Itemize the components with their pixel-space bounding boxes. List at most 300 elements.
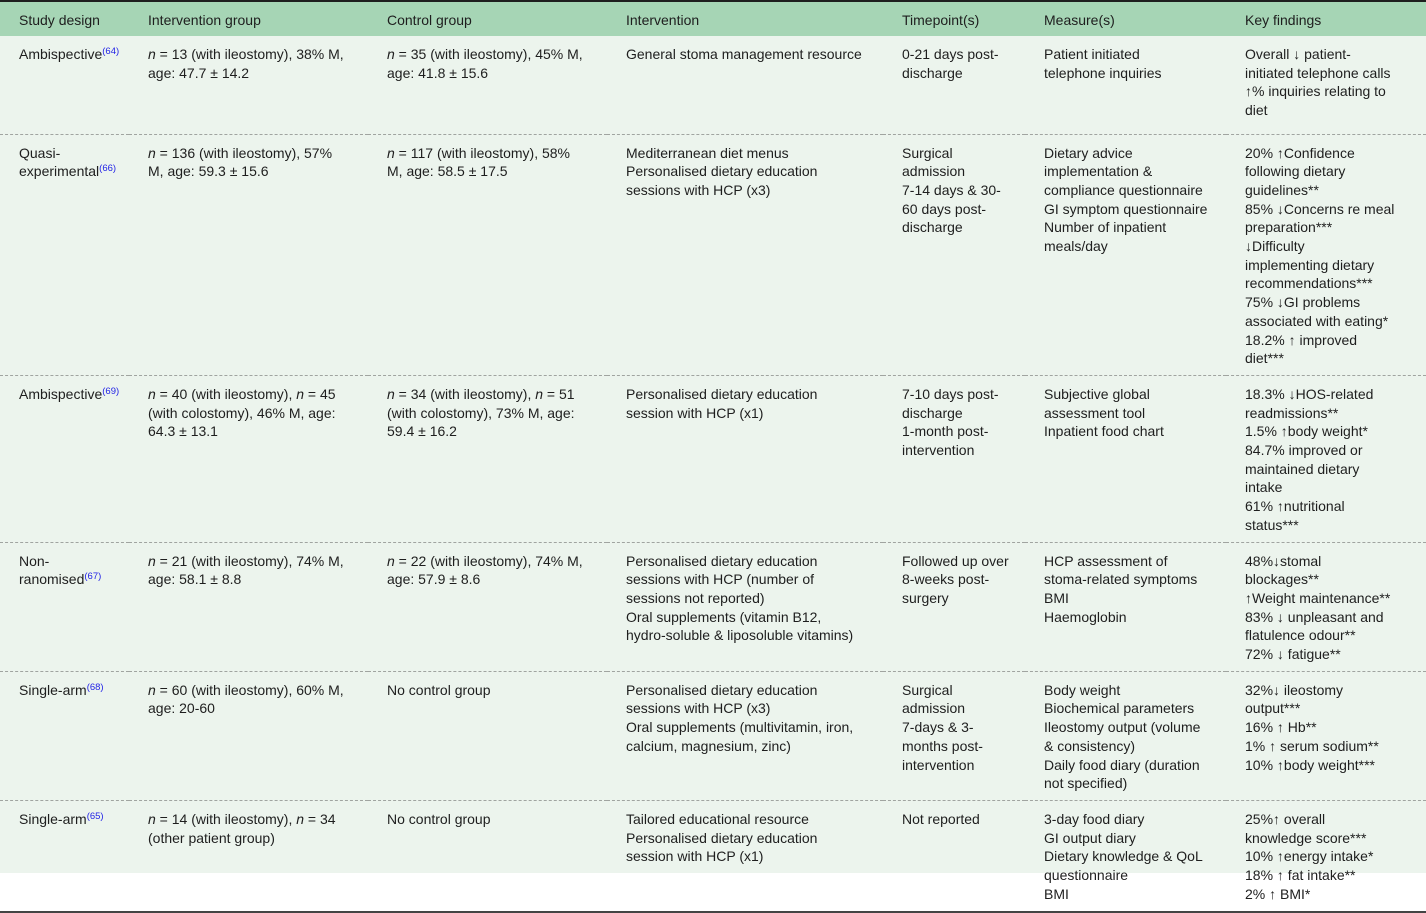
cell-text: Ambispective: [19, 385, 103, 402]
cell-text: 18.2% ↑ improved: [1245, 331, 1358, 348]
cell-timepoints: [883, 375, 1025, 542]
cell-text: following dietary: [1245, 163, 1346, 180]
cell-text: age: 20-60: [148, 700, 215, 717]
cell-line: [1044, 829, 1218, 848]
cell-line: [387, 422, 599, 441]
cell-text: discharge: [902, 404, 963, 421]
cell-text: (with colostomy), 46% M, age:: [148, 404, 336, 421]
table-row: [0, 671, 1426, 800]
cell-line: [1245, 64, 1418, 83]
cell-text: BMI: [1044, 589, 1069, 606]
cell-text: Personalised dietary education: [626, 829, 818, 846]
cell-control-group: [368, 134, 607, 375]
cell-line: [148, 699, 360, 718]
cell-line: [148, 162, 360, 181]
cell-text: 7-days & 3-: [902, 719, 974, 736]
cell-text: Single-arm: [19, 681, 87, 698]
cell-text: 84.7% improved or: [1245, 442, 1363, 459]
cell-line: [1044, 737, 1218, 756]
cell-text: Ileostomy output (volume: [1044, 719, 1201, 736]
cell-line: [626, 404, 875, 423]
cell-text: Subjective global: [1044, 385, 1150, 402]
cell-line: [387, 552, 599, 571]
cell-text: surgery: [902, 589, 949, 606]
cell-line: [626, 829, 875, 848]
cell-text: 16% ↑ Hb**: [1245, 719, 1317, 736]
cell-text: flatulence odour**: [1245, 627, 1356, 644]
cell-text: 20% ↑Confidence: [1245, 144, 1355, 161]
cell-line: [148, 829, 360, 848]
cell-intervention-group: [129, 801, 368, 912]
cell-line: [626, 626, 875, 645]
cell-line: [1245, 218, 1418, 237]
cell-text: associated with eating*: [1245, 312, 1389, 329]
cell-control-group: [368, 801, 607, 912]
cell-text: diet: [1245, 102, 1268, 119]
cell-text: 1.5% ↑body weight*: [1245, 423, 1368, 440]
reference-link[interactable]: (64): [102, 46, 120, 57]
cell-line: [1044, 847, 1218, 866]
cell-intervention: [607, 134, 883, 375]
cell-intervention: [607, 671, 883, 800]
cell-line: [626, 681, 875, 700]
cell-control-group: [368, 36, 607, 134]
cell-text: session with HCP (x1): [626, 848, 764, 865]
cell-text: 25%↑ overall: [1245, 811, 1326, 827]
cell-text: & consistency): [1044, 737, 1136, 754]
cell-line: [902, 45, 1017, 64]
cell-line: [1044, 756, 1218, 775]
cell-line: [902, 681, 1017, 700]
cell-line: [1245, 737, 1418, 756]
cell-line: [902, 737, 1017, 756]
header-control-group: Control group: [368, 1, 607, 36]
cell-line: [1044, 681, 1218, 700]
cell-line: [626, 737, 875, 756]
reference-link[interactable]: (69): [102, 385, 120, 397]
cell-line: [902, 218, 1017, 237]
reference-link[interactable]: (66): [99, 163, 117, 175]
cell-line: [1245, 460, 1418, 479]
cell-control-group: [368, 375, 607, 542]
cell-line: [1044, 200, 1218, 219]
cell-line: [902, 589, 1017, 608]
cell-line: [626, 810, 875, 829]
cell-text: session with HCP (x1): [626, 404, 764, 421]
cell-text: 75% ↓GI problems: [1245, 294, 1361, 311]
cell-line: [626, 385, 875, 404]
cell-measures: [1025, 134, 1226, 375]
cell-line: [1044, 552, 1218, 571]
cell-line: [902, 441, 1017, 460]
cell-text: recommendations***: [1245, 275, 1373, 292]
cell-measures: [1025, 542, 1226, 671]
cell-line: [1245, 404, 1418, 423]
cell-line: [19, 144, 121, 163]
cell-line: [19, 570, 121, 589]
cell-line: [1044, 608, 1218, 627]
cell-intervention-group: [129, 542, 368, 671]
cell-line: [148, 404, 360, 423]
cell-line: [387, 64, 599, 83]
cell-line: [1245, 626, 1418, 645]
cell-line: [1044, 866, 1218, 885]
cell-text: n = 35 (with ileostomy), 45% M,: [387, 46, 583, 62]
cell-text: intervention: [902, 442, 975, 459]
cell-line: [1044, 422, 1218, 441]
cell-study-design: [0, 134, 129, 375]
cell-key-findings: [1226, 375, 1426, 542]
cell-text: ranomised: [19, 571, 85, 588]
cell-text: assessment tool: [1044, 404, 1146, 421]
cell-line: [626, 847, 875, 866]
cell-line: [148, 64, 360, 83]
cell-text: Personalised dietary education: [626, 385, 818, 402]
cell-timepoints: [883, 671, 1025, 800]
cell-intervention: [607, 542, 883, 671]
cell-text: ↓Difficulty: [1245, 238, 1305, 255]
cell-text: Personalised dietary education: [626, 681, 818, 698]
cell-line: [148, 144, 360, 163]
cell-line: [902, 181, 1017, 200]
reference-link[interactable]: (67): [84, 571, 102, 583]
cell-text: months post-: [902, 737, 983, 754]
cell-text: calcium, magnesium, zinc): [626, 737, 791, 754]
cell-text: 3-day food diary: [1044, 811, 1145, 827]
cell-text: hydro-soluble & liposoluble vitamins): [626, 627, 854, 644]
cell-timepoints: [883, 801, 1025, 912]
cell-text: Body weight: [1044, 681, 1121, 698]
cell-line: [387, 810, 599, 829]
cell-line: [626, 162, 875, 181]
cell-text: age: 57.9 ± 8.6: [387, 571, 481, 588]
cell-control-group: [368, 671, 607, 800]
cell-line: [1044, 570, 1218, 589]
cell-line: [902, 422, 1017, 441]
cell-text: Followed up over: [902, 552, 1009, 569]
cell-text: 60 days post-: [902, 200, 987, 217]
cell-line: [148, 570, 360, 589]
cell-line: [626, 608, 875, 627]
cell-line: [387, 404, 599, 423]
cell-text: blockages**: [1245, 571, 1319, 588]
cell-text: (with colostomy), 73% M, age:: [387, 404, 575, 421]
cell-text: age: 41.8 ± 15.6: [387, 64, 489, 81]
cell-line: [1044, 144, 1218, 163]
cell-intervention: [607, 36, 883, 134]
cell-text: 59.4 ± 16.2: [387, 423, 457, 440]
cell-line: [387, 144, 599, 163]
cell-text: not specified): [1044, 775, 1128, 792]
cell-text: 7-14 days & 30-: [902, 181, 1001, 198]
cell-line: [1245, 200, 1418, 219]
cell-key-findings: [1226, 542, 1426, 671]
cell-line: [1245, 589, 1418, 608]
cell-line: [902, 756, 1017, 775]
cell-line: [387, 385, 599, 404]
cell-text: Inpatient food chart: [1044, 423, 1164, 440]
cell-line: [1044, 718, 1218, 737]
cell-text: BMI: [1044, 885, 1069, 902]
cell-text: implementation &: [1044, 163, 1153, 180]
cell-text: n = 21 (with ileostomy), 74% M,: [148, 552, 344, 569]
cell-text: Mediterranean diet menus: [626, 144, 789, 161]
cell-timepoints: [883, 542, 1025, 671]
cell-timepoints: [883, 134, 1025, 375]
cell-line: [902, 718, 1017, 737]
cell-line: [902, 810, 1017, 829]
cell-text: No control group: [387, 811, 491, 827]
cell-line: [387, 570, 599, 589]
cell-text: Non-: [19, 552, 50, 569]
cell-line: [19, 552, 121, 571]
cell-text: Patient initiated: [1044, 46, 1140, 62]
cell-text: GI output diary: [1044, 829, 1136, 846]
cell-study-design: [0, 671, 129, 800]
cell-intervention-group: [129, 36, 368, 134]
cell-line: [1245, 144, 1418, 163]
header-intervention: Intervention: [607, 1, 883, 36]
cell-line: [902, 570, 1017, 589]
cell-text: implementing dietary: [1245, 256, 1375, 273]
cell-line: [902, 200, 1017, 219]
cell-text: experimental: [19, 163, 100, 180]
cell-text: admission: [902, 163, 966, 180]
cell-text: Dietary knowledge & QoL: [1044, 848, 1203, 865]
cell-line: [148, 681, 360, 700]
cell-line: [1245, 810, 1418, 829]
cell-text: age: 47.7 ± 14.2: [148, 64, 250, 81]
cell-intervention-group: [129, 671, 368, 800]
cell-text: 1-month post-: [902, 423, 989, 440]
cell-line: [626, 45, 875, 64]
cell-intervention-group: [129, 134, 368, 375]
cell-text: ↑Weight maintenance**: [1245, 589, 1391, 606]
cell-text: M, age: 58.5 ± 17.5: [387, 163, 508, 180]
cell-text: 72% ↓ fatigue**: [1245, 646, 1341, 663]
cell-text: n = 22 (with ileostomy), 74% M,: [387, 552, 583, 569]
cell-text: output***: [1245, 700, 1301, 717]
cell-line: [1245, 274, 1418, 293]
cell-measures: [1025, 671, 1226, 800]
cell-intervention: [607, 375, 883, 542]
cell-line: [1245, 885, 1418, 904]
cell-line: [1245, 756, 1418, 775]
cell-text: n = 14 (with ileostomy), n = 34: [148, 811, 336, 827]
cell-line: [1245, 82, 1418, 101]
cell-line: [387, 45, 599, 64]
cell-text: 10% ↑body weight***: [1245, 756, 1375, 773]
cell-text: n = 136 (with ileostomy), 57%: [148, 144, 333, 161]
cell-intervention-group: [129, 375, 368, 542]
cell-text: status***: [1245, 516, 1299, 533]
cell-line: [1245, 516, 1418, 535]
cell-timepoints: [883, 36, 1025, 134]
cell-line: [626, 552, 875, 571]
cell-text: n = 40 (with ileostomy), n = 45: [148, 385, 336, 402]
reference-link[interactable]: (65): [86, 811, 104, 822]
cell-text: intervention: [902, 756, 975, 773]
cell-line: [1245, 866, 1418, 885]
cell-line: [1044, 385, 1218, 404]
cell-line: [1245, 699, 1418, 718]
cell-line: [19, 810, 121, 829]
cell-line: [1245, 237, 1418, 256]
cell-line: [902, 385, 1017, 404]
cell-intervention: [607, 801, 883, 912]
cell-line: [1245, 608, 1418, 627]
cell-text: HCP assessment of: [1044, 552, 1168, 569]
cell-text: 32%↓ ileostomy: [1245, 681, 1344, 698]
cell-text: discharge: [902, 219, 963, 236]
cell-line: [1245, 847, 1418, 866]
cell-key-findings: [1226, 36, 1426, 134]
cell-text: 48%↓stomal: [1245, 552, 1322, 569]
cell-text: intake: [1245, 479, 1283, 496]
cell-measures: [1025, 375, 1226, 542]
cell-key-findings: [1226, 671, 1426, 800]
table-row: [0, 375, 1426, 542]
cell-line: [626, 181, 875, 200]
cell-line: [1044, 404, 1218, 423]
cell-line: [19, 681, 121, 700]
cell-line: [902, 144, 1017, 163]
cell-line: [1044, 885, 1218, 904]
cell-text: 18.3% ↓HOS-related: [1245, 385, 1374, 402]
cell-line: [19, 45, 121, 64]
cell-line: [1245, 349, 1418, 368]
cell-text: n = 60 (with ileostomy), 60% M,: [148, 681, 344, 698]
cell-line: [626, 144, 875, 163]
cell-text: n = 13 (with ileostomy), 38% M,: [148, 46, 344, 62]
table-row: [0, 801, 1426, 912]
cell-line: [1245, 312, 1418, 331]
cell-line: [626, 589, 875, 608]
cell-line: [148, 385, 360, 404]
header-intervention-group: Intervention group: [129, 1, 368, 36]
cell-line: [626, 570, 875, 589]
cell-text: sessions not reported): [626, 589, 765, 606]
cell-line: [19, 162, 121, 181]
cell-text: 10% ↑energy intake*: [1245, 848, 1374, 865]
cell-text: 64.3 ± 13.1: [148, 423, 218, 440]
cell-text: Haemoglobin: [1044, 608, 1127, 625]
cell-text: stoma-related symptoms: [1044, 571, 1198, 588]
cell-text: guidelines**: [1245, 181, 1319, 198]
header-row: [0, 1, 1426, 36]
cell-line: [1245, 829, 1418, 848]
cell-text: Number of inpatient: [1044, 219, 1167, 236]
cell-text: sessions with HCP (number of: [626, 571, 815, 588]
cell-line: [1044, 181, 1218, 200]
cell-text: admission: [902, 700, 966, 717]
table-row: [0, 542, 1426, 671]
cell-text: discharge: [902, 64, 963, 81]
cell-line: [1245, 681, 1418, 700]
cell-text: readmissions**: [1245, 404, 1339, 421]
cell-line: [1245, 718, 1418, 737]
cell-text: n = 34 (with ileostomy), n = 51: [387, 385, 575, 402]
cell-study-design: [0, 36, 129, 134]
cell-line: [1245, 422, 1418, 441]
cell-text: 7-10 days post-: [902, 385, 999, 402]
cell-control-group: [368, 542, 607, 671]
cell-text: 85% ↓Concerns re meal: [1245, 200, 1395, 217]
cell-text: ↑% inquiries relating to: [1245, 83, 1386, 100]
header-key-findings: Key findings: [1226, 1, 1426, 36]
cell-line: [1044, 699, 1218, 718]
cell-line: [1044, 64, 1218, 83]
table-row: [0, 134, 1426, 375]
cell-text: (other patient group): [148, 829, 275, 846]
reference-link[interactable]: (68): [86, 681, 104, 693]
cell-line: [1245, 570, 1418, 589]
header-timepoints: Timepoint(s): [883, 1, 1025, 36]
cell-text: M, age: 59.3 ± 15.6: [148, 163, 269, 180]
cell-line: [1044, 45, 1218, 64]
header-study-design: Study design: [0, 1, 129, 36]
cell-text: General stoma management resource: [626, 46, 862, 62]
cell-text: Surgical: [902, 681, 953, 698]
cell-line: [902, 64, 1017, 83]
cell-text: Single-arm: [19, 811, 87, 827]
cell-line: [19, 385, 121, 404]
cell-line: [148, 45, 360, 64]
cell-text: knowledge score***: [1245, 829, 1367, 846]
cell-line: [1245, 181, 1418, 200]
cell-measures: [1025, 36, 1226, 134]
cell-text: Personalised dietary education: [626, 163, 818, 180]
cell-text: age: 58.1 ± 8.8: [148, 571, 242, 588]
cell-study-design: [0, 542, 129, 671]
cell-text: 0-21 days post-: [902, 46, 999, 62]
cell-text: 18% ↑ fat intake**: [1245, 867, 1356, 884]
cell-line: [1245, 331, 1418, 350]
cell-text: 2% ↑ BMI*: [1245, 885, 1311, 902]
cell-line: [902, 699, 1017, 718]
cell-line: [148, 422, 360, 441]
cell-study-design: [0, 375, 129, 542]
cell-text: meals/day: [1044, 238, 1108, 255]
cell-line: [148, 810, 360, 829]
cell-line: [1245, 385, 1418, 404]
cell-line: [1245, 45, 1418, 64]
cell-line: [902, 404, 1017, 423]
cell-line: [1245, 645, 1418, 664]
cell-line: [387, 162, 599, 181]
cell-measures: [1025, 801, 1226, 912]
cell-text: Quasi-: [19, 144, 61, 161]
cell-text: compliance questionnaire: [1044, 181, 1203, 198]
cell-line: [626, 718, 875, 737]
cell-line: [902, 552, 1017, 571]
cell-line: [1044, 237, 1218, 256]
cell-line: [1044, 589, 1218, 608]
cell-text: questionnaire: [1044, 867, 1129, 884]
cell-text: Biochemical parameters: [1044, 700, 1195, 717]
cell-line: [1245, 441, 1418, 460]
cell-line: [1245, 293, 1418, 312]
cell-text: Daily food diary (duration: [1044, 756, 1200, 773]
cell-text: Ambispective: [19, 46, 103, 62]
cell-line: [626, 699, 875, 718]
cell-line: [1245, 101, 1418, 120]
cell-line: [148, 552, 360, 571]
cell-text: 8-weeks post-: [902, 571, 990, 588]
cell-line: [1044, 218, 1218, 237]
cell-text: Oral supplements (multivitamin, iron,: [626, 719, 854, 736]
cell-line: [902, 162, 1017, 181]
